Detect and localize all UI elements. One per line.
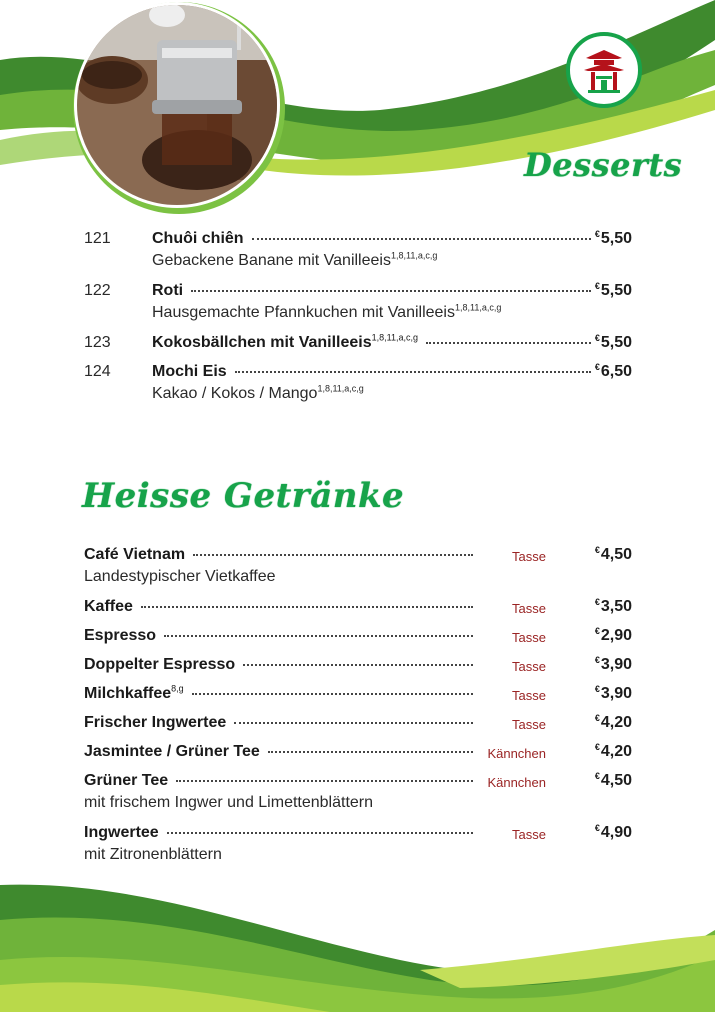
- item-name: Chuôi chiên: [152, 230, 244, 247]
- pagoda-logo-icon: [566, 32, 642, 108]
- item-unit: Tasse: [512, 688, 546, 703]
- dot-leader: [252, 238, 591, 240]
- item-price: €4,50: [594, 770, 632, 789]
- hot-drinks-heading: Heisse Getränke: [82, 476, 405, 516]
- dot-leader: [193, 554, 473, 556]
- item-description: Hausgemachte Pfannkuchen mit Vanilleeis$^{1,8,11,a,c,g}$: [152, 302, 502, 321]
- dot-leader: [192, 693, 473, 695]
- item-price: €4,20: [594, 741, 632, 760]
- item-price: €3,50: [594, 596, 632, 615]
- item-price: €6,50: [594, 361, 632, 380]
- dot-leader: [176, 780, 473, 782]
- item-unit: Tasse: [512, 717, 546, 732]
- item-number: 124: [84, 363, 111, 380]
- item-price: €3,90: [594, 654, 632, 673]
- dot-leader: [243, 664, 473, 666]
- dot-leader: [235, 371, 591, 373]
- item-price: €3,90: [594, 683, 632, 702]
- dot-leader: [141, 606, 473, 608]
- item-description: mit frischem Ingwer und Limettenblättern: [84, 794, 374, 811]
- item-price: €5,50: [594, 280, 632, 299]
- item-name: Kokosbällchen mit Vanilleeis$^{1,8,11,a,c,g}$: [152, 332, 419, 351]
- item-unit: Tasse: [512, 549, 546, 564]
- item-price: €2,90: [594, 625, 632, 644]
- item-description: Landestypischer Vietkaffee: [84, 568, 276, 585]
- item-name: Roti: [152, 282, 184, 299]
- item-name: Ingwertee: [84, 824, 159, 841]
- item-number: 122: [84, 282, 111, 299]
- item-unit: Kännchen: [487, 746, 546, 761]
- dot-leader: [426, 342, 591, 344]
- item-price: €4,50: [594, 544, 632, 563]
- item-description: Gebackene Banane mit Vanilleeis$^{1,8,11,a,c,g}$: [152, 250, 438, 269]
- item-price: €5,50: [594, 228, 632, 247]
- item-name: Jasmintee / Grüner Tee: [84, 743, 260, 760]
- item-unit: Tasse: [512, 601, 546, 616]
- coffee-phin-photo: [67, 0, 287, 220]
- item-name: Café Vietnam: [84, 546, 186, 563]
- item-name: Kaffee: [84, 598, 133, 615]
- item-number: 121: [84, 230, 111, 247]
- item-price: €5,50: [594, 332, 632, 351]
- item-unit: Tasse: [512, 659, 546, 674]
- item-name: Milchkaffee$^{8,g}$: [84, 683, 184, 702]
- item-price: €4,20: [594, 712, 632, 731]
- item-number: 123: [84, 334, 111, 351]
- desserts-heading: Desserts: [524, 146, 683, 184]
- item-description: mit Zitronenblättern: [84, 846, 222, 863]
- item-unit: Kännchen: [487, 775, 546, 790]
- dot-leader: [268, 751, 473, 753]
- dot-leader: [234, 722, 473, 724]
- item-name: Frischer Ingwertee: [84, 714, 227, 731]
- item-name: Mochi Eis: [152, 363, 227, 380]
- item-unit: Tasse: [512, 630, 546, 645]
- bottom-wave-decoration: [0, 860, 715, 1012]
- item-name: Grüner Tee: [84, 772, 169, 789]
- item-name: Doppelter Espresso: [84, 656, 236, 673]
- item-unit: Tasse: [512, 827, 546, 842]
- dot-leader: [191, 290, 591, 292]
- dot-leader: [167, 832, 473, 834]
- item-price: €4,90: [594, 822, 632, 841]
- dot-leader: [164, 635, 473, 637]
- item-name: Espresso: [84, 627, 157, 644]
- item-description: Kakao / Kokos / Mango$^{1,8,11,a,c,g}$: [152, 383, 364, 402]
